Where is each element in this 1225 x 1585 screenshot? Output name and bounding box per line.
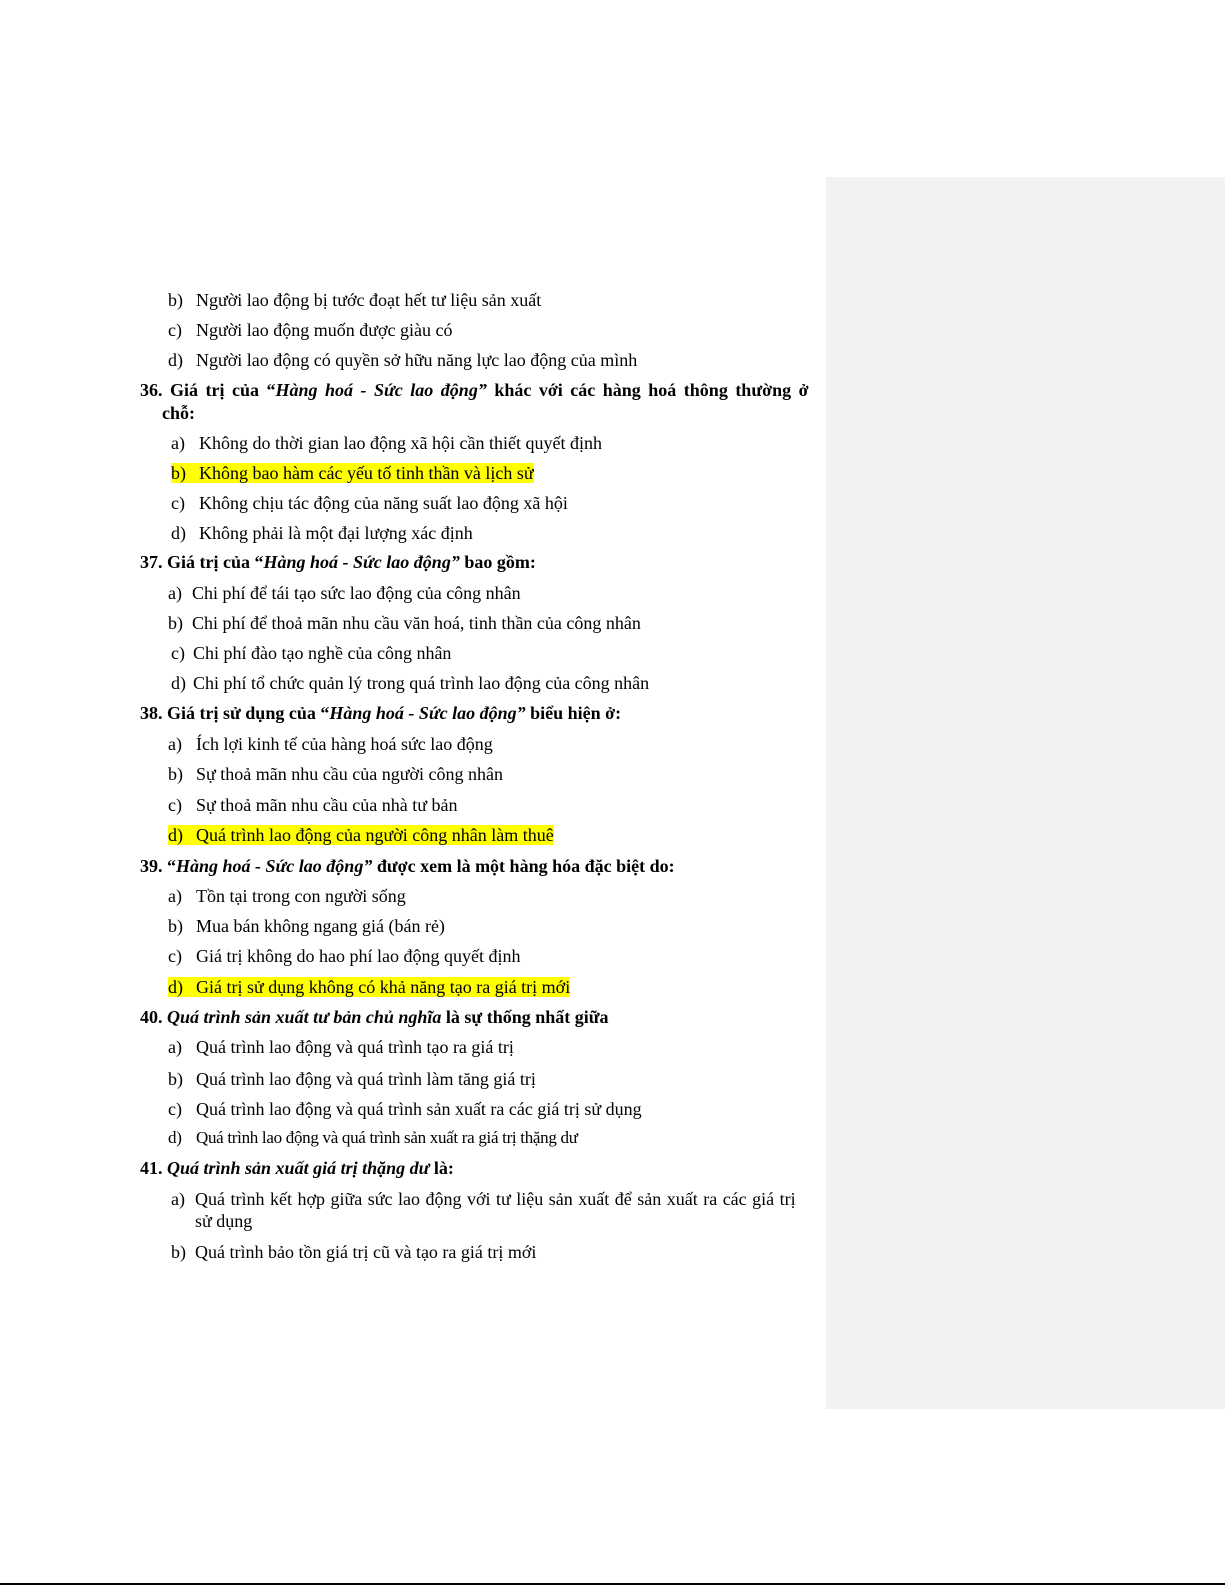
option-36d: d) Không phải là một đại lượng xác định (171, 523, 473, 543)
option-37b: b) Chi phí để thoả mãn nhu cầu văn hoá, tinh thần của công nhân (168, 613, 641, 633)
option-39a: a) Tồn tại trong con người sống (168, 886, 406, 906)
question-40: 40. Quá trình sản xuất tư bản chủ nghĩa là sự thống nhất giữa (140, 1007, 609, 1027)
option-38b: b) Sự thoả mãn nhu cầu của người công nhân (168, 764, 503, 784)
option-36a: a) Không do thời gian lao động xã hội cần thiết quyết định (171, 433, 602, 453)
option-38d (168, 824, 554, 846)
option-38c: c) Sự thoả mãn nhu cầu của nhà tư bản (168, 795, 458, 815)
question-38: 38. Giá trị sử dụng của “Hàng hoá - Sức lao động” biểu hiện ở: (140, 703, 622, 723)
option-37a: a) Chi phí để tái tạo sức lao động của công nhân (168, 583, 521, 603)
option-36c: c) Không chịu tác động của năng suất lao động xã hội (171, 493, 568, 513)
option-39d (168, 976, 570, 998)
question-39: 39. “Hàng hoá - Sức lao động” được xem là một hàng hóa đặc biệt do: (140, 856, 675, 876)
option-35b: b) Người lao động bị tước đoạt hết tư liệu sản xuất (168, 290, 542, 310)
answer-highlight: d) Quá trình lao động của người công nhân làm thuê (168, 825, 554, 845)
option-37c: c) Chi phí đào tạo nghề của công nhân (171, 643, 452, 663)
option-36b (171, 462, 534, 484)
option-40b: b) Quá trình lao động và quá trình làm tăng giá trị (168, 1069, 536, 1089)
option-40d: d) Quá trình lao động và quá trình sản xuất ra giá trị thặng dư (168, 1128, 578, 1147)
option-35d: d) Người lao động có quyền sở hữu năng lực lao động của mình (168, 350, 638, 370)
option-39c: c) Giá trị không do hao phí lao động quyết định (168, 946, 521, 966)
question-41: 41. Quá trình sản xuất giá trị thặng dư là: (140, 1158, 454, 1178)
answer-highlight: b) Không bao hàm các yếu tố tinh thần và lịch sử (171, 463, 534, 483)
question-37: 37. Giá trị của “Hàng hoá - Sức lao động” bao gồm: (140, 552, 536, 572)
question-36: 36. Giá trị của “Hàng hoá - Sức lao động” khác với các hàng hoá thông thường ở (140, 380, 809, 400)
option-41a-continuation: sử dụng (195, 1211, 253, 1231)
option-41a: a) Quá trình kết hợp giữa sức lao động với tư liệu sản xuất để sản xuất ra các giá trị (171, 1189, 796, 1209)
question-36-continuation: chỗ: (162, 403, 195, 423)
option-39b: b) Mua bán không ngang giá (bán rẻ) (168, 916, 445, 936)
option-37d: d) Chi phí tổ chức quản lý trong quá trình lao động của công nhân (171, 673, 650, 693)
option-40c: c) Quá trình lao động và quá trình sản xuất ra các giá trị sử dụng (168, 1099, 642, 1119)
answer-highlight: d) Giá trị sử dụng không có khả năng tạo ra giá trị mới (168, 977, 571, 997)
option-41b: b) Quá trình bảo tồn giá trị cũ và tạo ra giá trị mới (171, 1242, 537, 1262)
comment-pane (826, 177, 1225, 1409)
option-35c: c) Người lao động muốn được giàu có (168, 320, 453, 340)
option-40a: a) Quá trình lao động và quá trình tạo ra giá trị (168, 1037, 514, 1057)
option-38a: a) Ích lợi kinh tế của hàng hoá sức lao động (168, 734, 493, 754)
